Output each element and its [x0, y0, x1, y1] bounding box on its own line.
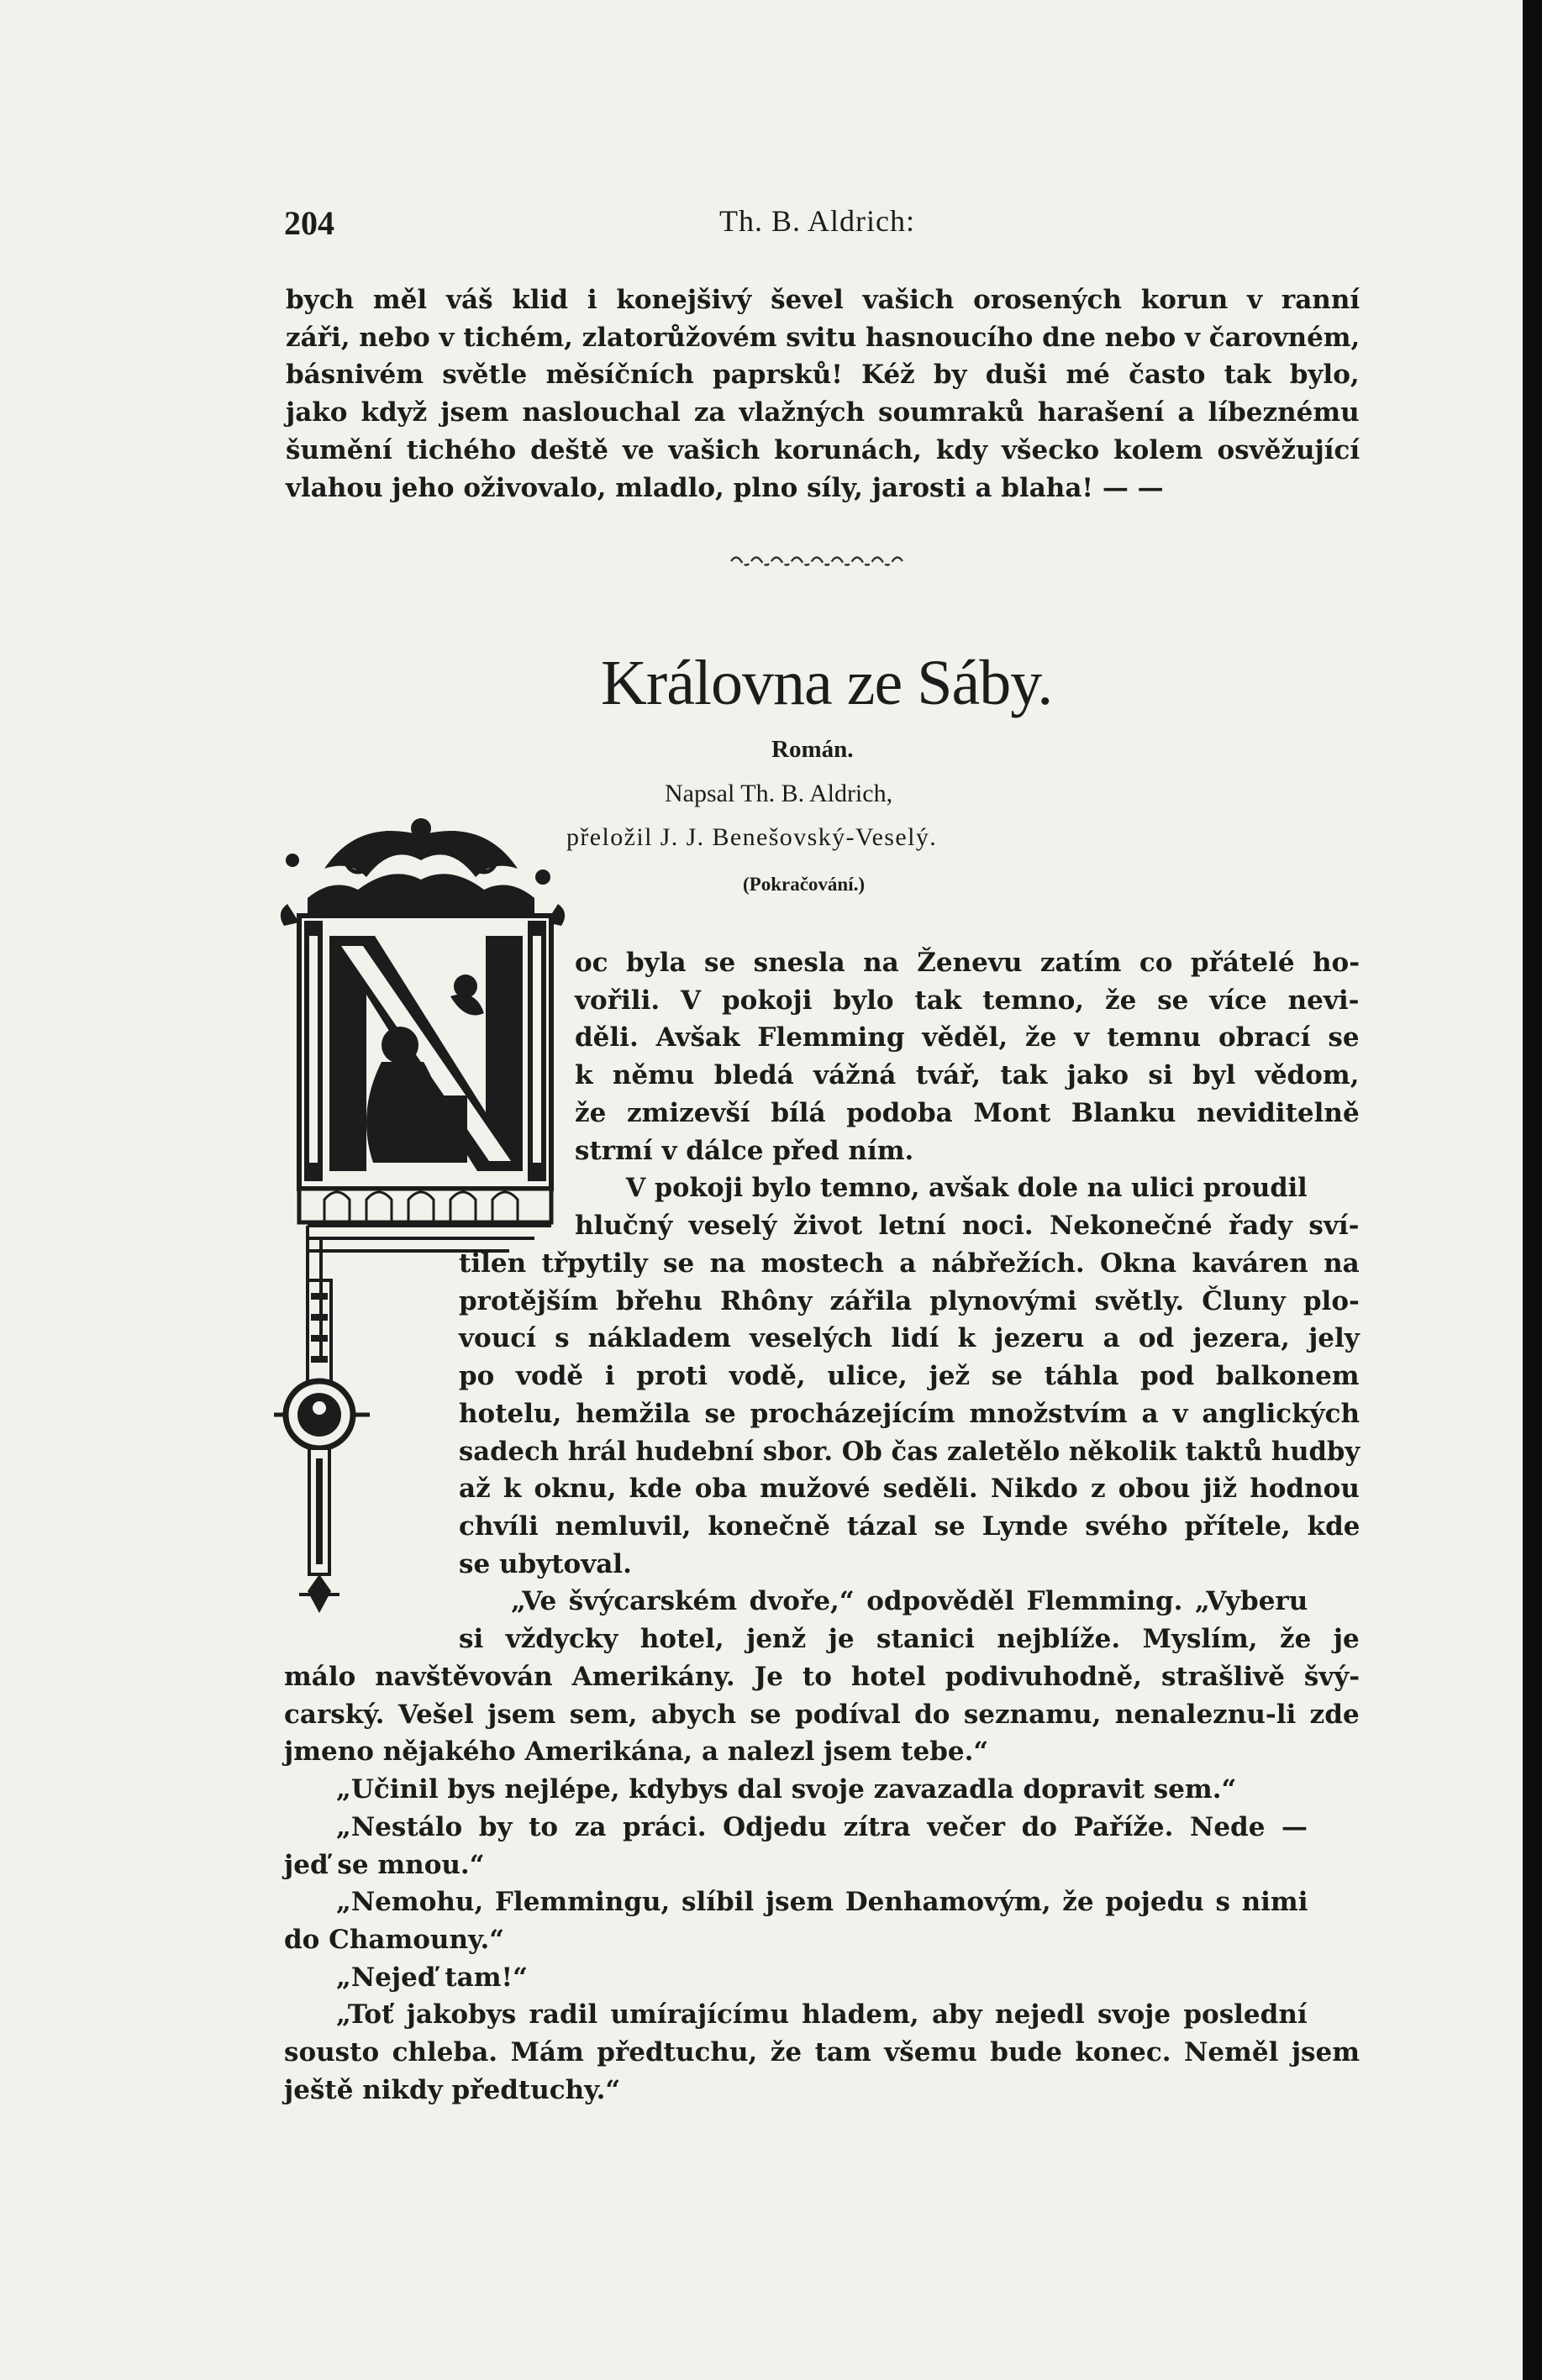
- section-divider-ornament: [729, 551, 908, 570]
- text-line: básnivém světle měsíčních paprsků! Kéž by duši mé často tak bylo,: [286, 360, 1360, 391]
- text-line: sousto chleba. Mám předtuchu, že tam všemu bude konec. Neměl jsem: [284, 2037, 1360, 2068]
- text-line: hotelu, hemžila se procházejícím množstvím a v anglických: [459, 1398, 1360, 1429]
- text-line: tilen třpytily se na mostech a nábřežích. Okna kaváren na: [459, 1248, 1360, 1279]
- chapter-genre: Román.: [771, 736, 854, 763]
- text-line: voucí s nákladem veselých lidí k jezeru a od jezera, jely: [459, 1323, 1360, 1354]
- text-line: k němu bledá vážná tvář, tak jako si byl vědom,: [575, 1060, 1360, 1091]
- text-line: „Nejeď tam!“: [336, 1962, 528, 1993]
- text-line: „Učinil bys nejlépe, kdybys dal svoje zavazadla dopravit sem.“: [336, 1774, 1237, 1805]
- text-line: se ubytoval.: [459, 1548, 632, 1579]
- page-edge-shadow: [1523, 0, 1542, 2380]
- text-line: po vodě i proti vodě, ulice, jež se táhla pod balkonem: [459, 1361, 1360, 1392]
- text-line: že zmizevší bílá podoba Mont Blanku neviditelně: [575, 1097, 1360, 1128]
- text-line: protějším břehu Rhôny zářila plynovými světly. Čluny plo-: [459, 1285, 1360, 1316]
- text-line: do Chamouny.“: [284, 1924, 505, 1955]
- text-line: až k oknu, kde oba mužové seděli. Nikdo z obou již hodnou: [459, 1474, 1360, 1505]
- text-line: jeď se mnou.“: [284, 1849, 485, 1880]
- body-text-beside-initial: [575, 944, 1360, 1245]
- translator-line: přeložil J. J. Benešovský-Veselý.: [566, 823, 938, 851]
- intro-paragraph: [286, 281, 1360, 507]
- text-line: jako když jsem naslouchal za vlažných soumraků harašení a líbeznému: [286, 397, 1360, 428]
- chapter-title: Královna ze Sáby.: [601, 648, 1053, 718]
- text-line: carský. Vešel jsem sem, abych se podíval do seznamu, nenaleznu-li zde: [284, 1699, 1360, 1730]
- text-line: sadech hrál hudební sbor. Ob čas zaletělo několik taktů hudby: [459, 1436, 1360, 1467]
- text-line: jmeno nějakého Amerikána, a nalezl jsem tebe.“: [284, 1736, 989, 1768]
- text-line: šumění tichého deště ve vašich korunách, kdy všecko kolem osvěžující: [286, 434, 1360, 465]
- body-text-mid: [459, 1245, 1360, 1658]
- text-line: bych měl váš klid i konejšivý ševel vašich orosených korun v ranní: [286, 285, 1360, 315]
- text-line: strmí v dálce před ním.: [575, 1135, 914, 1166]
- continuation-note: (Pokračování.): [743, 874, 866, 895]
- body-text-full: [284, 1658, 1360, 2109]
- text-line: „Nemohu, Flemmingu, slíbil jsem Denhamovým, že pojedu s nimi: [336, 1887, 1308, 1918]
- text-line: hlučný veselý život letní noci. Nekonečné řady sví-: [575, 1210, 1360, 1241]
- text-line: oc byla se snesla na Ženevu zatím co přátelé ho-: [575, 948, 1360, 978]
- running-title: Th. B. Aldrich:: [719, 204, 915, 238]
- text-line: „Toť jakobys radil umírajícímu hladem, aby nejedl svoje poslední: [336, 1999, 1308, 2031]
- text-line: záři, nebo v tichém, zlatorůžovém svitu hasnoucího dne nebo v čarovném,: [286, 322, 1360, 353]
- page-number: 204: [284, 204, 334, 242]
- text-line: „Nestálo by to za práci. Odjedu zítra večer do Paříže. Nede —: [336, 1811, 1308, 1842]
- text-line: vořili. V pokoji bylo tak temno, že se více nevi-: [575, 985, 1360, 1016]
- text-line: málo navštěvován Amerikány. Je to hotel podivuhodně, strašlivě švý-: [284, 1662, 1360, 1692]
- text-line: vlahou jeho oživovalo, mladlo, plno síly, jarosti a blaha! — —: [286, 472, 1164, 503]
- text-line: „Ve švýcarském dvoře,“ odpověděl Flemming. „Vyberu: [511, 1586, 1308, 1617]
- text-line: chvíli nemluvil, konečně tázal se Lynde svého přítele, kde: [459, 1510, 1360, 1542]
- author-line: Napsal Th. B. Aldrich,: [665, 780, 893, 807]
- text-line: ještě nikdy předtuchy.“: [284, 2074, 621, 2105]
- text-line: V pokoji bylo temno, avšak dole na ulici proudil: [625, 1173, 1308, 1204]
- text-line: děli. Avšak Flemming věděl, že v temnu obrací se: [575, 1022, 1360, 1053]
- text-line: si vždycky hotel, jenž je stanici nejblíže. Myslím, že je: [459, 1624, 1360, 1655]
